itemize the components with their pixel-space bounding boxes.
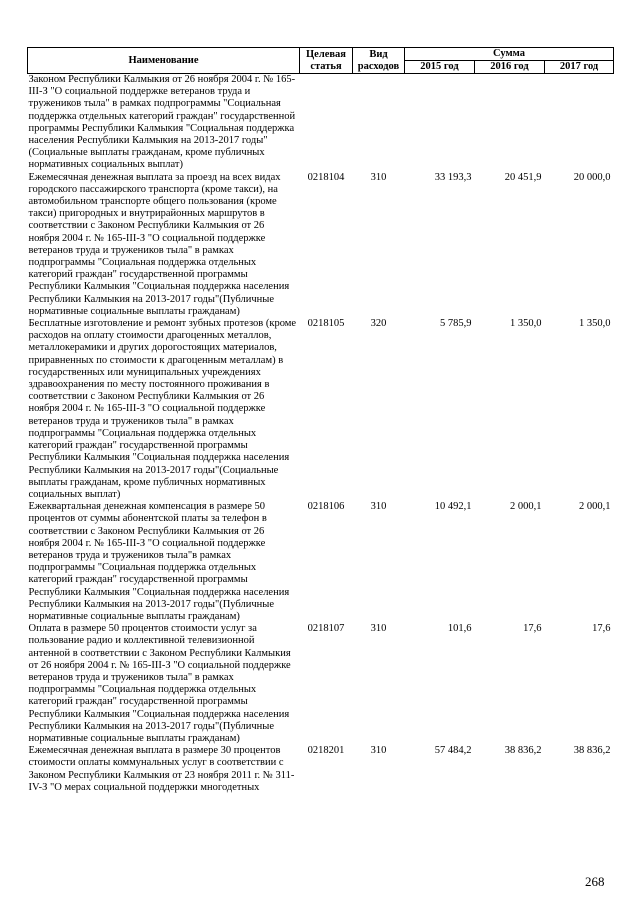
row-name: Законом Республики Калмыкия от 26 ноября 2004 г. № 165-III-З "О социальной поддержке ветеранов труда и тружеников тыла" в рамках подпрограммы "Социальная поддержка отдельных категорий граждан" государственной программы Республики Калмыкия "Социальная поддержка населения Республики Калмыкия на 2013-2017 годы"(Социальные выплаты гражданам, кроме публичных нормативных социальных выплат) [28,74,296,171]
row-sum-2015: 10 492,1 [434,501,472,513]
header-sum: Сумма [405,48,614,61]
row-sum-2016 [475,74,545,172]
table-row [28,501,614,623]
table-row [28,745,614,794]
row-sum-2017: 2 000,1 [579,501,611,513]
row-expense-type: 310 [370,171,387,183]
row-sum-2016: 38 836,2 [504,745,542,757]
row-target-article: 0218107 [307,623,345,635]
row-sum-2015: 57 484,2 [434,745,472,757]
row-sum-2016: 1 350,0 [510,318,542,330]
row-sum-2015: 5 785,9 [440,318,472,330]
budget-table [27,47,614,794]
row-sum-2017 [545,74,614,172]
row-sum-2016: 2 000,1 [510,501,542,513]
row-sum-2015: 101,6 [447,623,472,635]
row-name: Оплата в размере 50 процентов стоимости услуг за пользование радио и коллективной телевизионной антенной в соответствии с Законом Республики Калмыкия от 26 ноября 2004 г. № 165-III-З "О социальной поддержке ветеранов труда и тружеников тыла" в рамках подпрограммы "Социальная поддержка отдельных категорий граждан" государственной программы Республики Калмыкия "Социальная поддержка населения Республики Калмыкия на 2013-2017 годы"(Публичные нормативные социальные выплаты гражданам) [28,623,291,744]
row-target-article: 0218104 [307,171,345,183]
row-expense-type: 310 [370,745,387,757]
row-sum-2015: 33 193,3 [434,171,472,183]
row-expense-type: 310 [370,623,387,635]
header-year-2016: 2016 год [475,61,545,74]
row-name: Ежемесячная денежная выплата в размере 30 процентов стоимости оплаты коммунальных услуг в соответствии с Законом Республики Калмыкия от 23 ноября 2011 г. № 311-IV-З "О мерах социальной поддержки многодетных [28,745,295,793]
row-expense-type: 310 [370,501,387,513]
row-expense-type: 320 [370,318,387,330]
row-sum-2017: 17,6 [592,623,611,635]
row-name: Ежемесячная денежная выплата за проезд на всех видах городского пассажирского транспорта (кроме такси), на автомобильном транспорте общего пользования (кроме такси) пригородных и внутрирайонных маршрутов в соответствии с Законом Республики Калмыкия от 26 ноября 2004 г. № 165-III-З "О социальной поддержке ветеранов труда и тружеников тыла" в рамках подпрограммы "Социальная поддержка отдельных категорий граждан" государственной программы Республики Калмыкия "Социальная поддержка населения Республики Калмыкия на 2013-2017 годы"(Публичные нормативные социальные выплаты гражданам) [28,171,290,317]
row-sum-2017: 1 350,0 [579,318,611,330]
row-sum-2017: 38 836,2 [573,745,611,757]
row-sum-2015 [405,74,475,172]
row-target-article: 0218105 [307,318,345,330]
row-sum-2016: 17,6 [523,623,542,635]
row-name: Бесплатные изготовление и ремонт зубных протезов (кроме расходов на оплату стоимости драгоценных металлов, металлокерамики и других дорогостоящих материалов, приравненных по стоимости к драгоценным металлам) в государственных или муниципальных учреждениях здравоохранения по месту постоянного проживания в соответствии с Законом Республики Калмыкия от 26 ноября 2004 г. № 165-III-З "О социальной поддержке ветеранов труда и тружеников тыла" в рамках подпрограммы "Социальная поддержка отдельных категорий граждан" государственной программы Республики Калмыкия "Социальная поддержка населения Республики Калмыкия на 2013-2017 годы"(Социальные выплаты гражданам, кроме публичных нормативных социальных выплат) [28,318,297,500]
table-row [28,74,614,172]
row-sum-2016: 20 451,9 [504,171,542,183]
table-header [28,48,614,74]
row-target-article: 0218201 [307,745,345,757]
table-row [28,318,614,501]
row-target-article: 0218106 [307,501,345,513]
row-name: Ежеквартальная денежная компенсация в размере 50 процентов от суммы абонентской платы за телефон в соответствии с Законом Республики Калмыкия от 26 ноября 2004 г. № 165-III-З "О социальной поддержке ветеранов труда и тружеников тыла"в рамках подпрограммы "Социальная поддержка отдельных категорий граждан" государственной программы Республики Калмыкия "Социальная поддержка населения Республики Калмыкия на 2013-2017 годы"(Публичные нормативные социальные выплаты гражданам) [28,501,290,622]
row-sum-2017: 20 000,0 [573,171,611,183]
header-name: Наименование [28,48,300,74]
page-number: 268 [585,874,605,889]
header-target-article: Целевая статья [300,48,353,74]
row-expense-type [353,74,405,172]
header-expense-type: Вид расходов [353,48,405,74]
table-row [28,172,614,318]
row-target-article [300,74,353,172]
table-row [28,623,614,745]
header-year-2017: 2017 год [545,61,614,74]
header-year-2015: 2015 год [405,61,475,74]
